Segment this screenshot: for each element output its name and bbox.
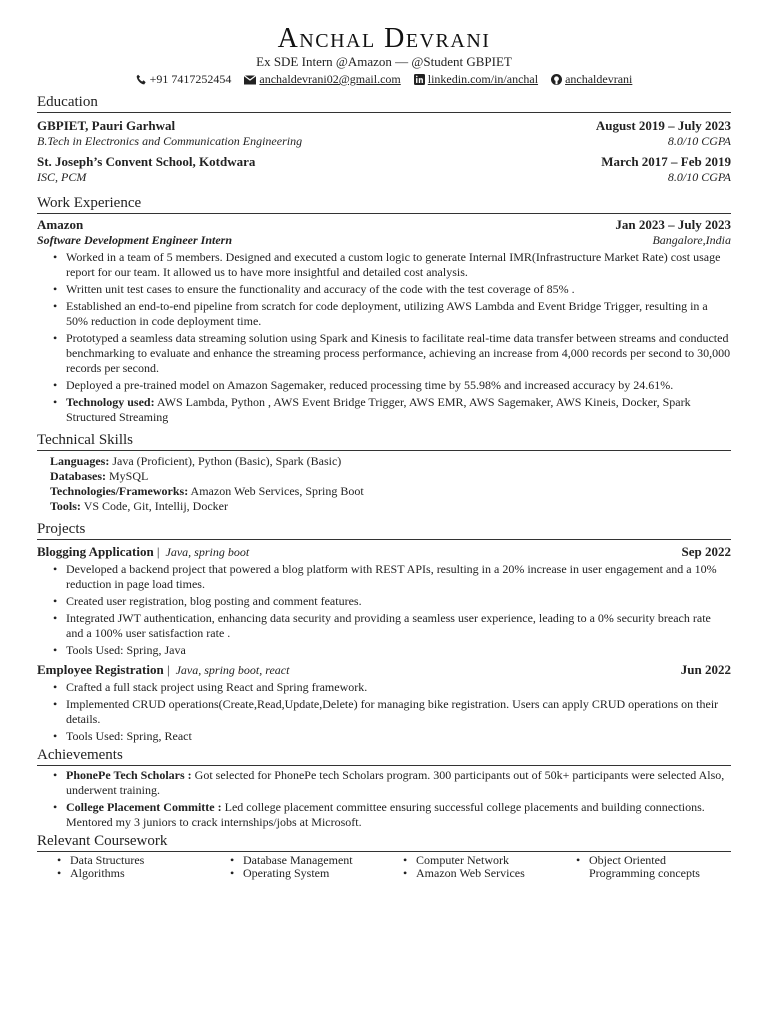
list-item: • Deployed a pre-trained model on Amazon Sagemaker, reduced processing time by 55.98% and increased accuracy by 24.61%. (66, 378, 731, 393)
linkedin-link[interactable]: linkedin.com/in/anchal (427, 72, 539, 86)
project-bullets (37, 680, 731, 744)
project-date: Jun 2022 (680, 662, 731, 677)
phone-text: +91 7417252454 (149, 72, 232, 86)
skill-row (50, 454, 731, 469)
list-item: • Created user registration, blog posting and comment features. (66, 594, 731, 609)
coursework-heading: Relevant Coursework (37, 832, 731, 852)
project-header (37, 662, 731, 678)
candidate-name: Anchal Devrani (277, 23, 491, 54)
school-name: St. Joseph’s Convent School, Kotdwara (37, 154, 256, 169)
email-contact[interactable] (244, 72, 403, 86)
skill-row (50, 484, 731, 499)
project-tech: Java, spring boot (165, 545, 250, 559)
skills-heading: Technical Skills (37, 431, 731, 451)
separator: | (166, 662, 170, 677)
skill-label: Technologies/Frameworks: (50, 484, 189, 498)
tech-value: AWS Lambda, Python , AWS Event Bridge Trigger, AWS EMR, AWS Sagemaker, AWS Kineis, Docker, Spark Structured Streaming (66, 395, 691, 424)
skill-value: Java (Proficient), Python (Basic), Spark (Basic) (109, 454, 342, 468)
project-date: Sep 2022 (681, 544, 731, 559)
project-tech: Java, spring boot, react (175, 663, 290, 677)
project-header (37, 544, 731, 560)
skill-value: VS Code, Git, Intellij, Docker (80, 499, 228, 513)
education-entry (37, 154, 731, 185)
education-heading: Education (37, 93, 731, 113)
list-item: • Computer Network (403, 854, 576, 867)
resume-page (37, 22, 731, 880)
achievement-text: Got selected for PhonePe tech Scholars program. 300 participants out of 50k+ participants were selected Also, underwent training. (66, 768, 725, 797)
achievement-label: College Placement Committe : (66, 800, 222, 814)
degree: B.Tech in Electronics and Communication Engineering (37, 134, 303, 148)
list-item: • Developed a backend project that powered a blog platform with REST APIs, resulting in a 20% increase in user engagement and a 10% reduction in page load times. (66, 562, 731, 592)
linkedin-icon (414, 74, 425, 85)
skill-value: MySQL (106, 469, 149, 483)
education-dates: August 2019 – July 2023 (595, 118, 731, 133)
github-icon (551, 74, 562, 85)
list-item: • Amazon Web Services (403, 867, 576, 880)
education-entry (37, 118, 731, 149)
phone-contact[interactable] (136, 72, 235, 86)
skill-value: Amazon Web Services, Spring Boot (188, 484, 364, 498)
education-dates: March 2017 – Feb 2019 (601, 154, 731, 169)
skill-label: Tools: (50, 499, 81, 513)
project-title: Blogging Application (37, 544, 154, 559)
list-item: • Established an end-to-end pipeline from scratch for code deployment, utilizing AWS Lambda and Event Bridge Trigger, resulting in a 50% reduction in code deployment time. (66, 299, 731, 329)
list-item: • Tools Used: Spring, Java (66, 643, 731, 658)
tagline: Ex SDE Intern @Amazon — @Student GBPIET (256, 54, 512, 69)
list-item: • Worked in a team of 5 members. Designed and executed a custom logic to generate Internal IMR(Infrastructure Market Rate) cost usage report for our team. It allowed us to have more insightful and detailed cost analysis. (66, 250, 731, 280)
list-item: • Data Structures (57, 854, 230, 867)
company-name: Amazon (37, 217, 84, 232)
skill-label: Databases: (50, 469, 106, 483)
list-item (66, 800, 731, 830)
contact-bar (37, 72, 731, 87)
work-heading: Work Experience (37, 194, 731, 214)
project-bullets (37, 562, 731, 658)
list-item: • Algorithms (57, 867, 230, 880)
skill-row (50, 469, 731, 484)
work-dates: Jan 2023 – July 2023 (615, 217, 731, 232)
github-link[interactable]: anchaldevrani (565, 72, 633, 86)
cgpa: 8.0/10 CGPA (667, 170, 731, 184)
work-entry (37, 217, 731, 425)
achievement-text: Led college placement committee ensuring successful college placements and building connections. Mentored my 3 juniors to crack internships/jobs at Microsoft. (66, 800, 705, 829)
list-item: • Database Management (230, 854, 403, 867)
list-item: • Implemented CRUD operations(Create,Read,Update,Delete) for managing bike registration. Users can apply CRUD operations on their details. (66, 697, 731, 727)
phone-icon (136, 74, 147, 85)
skill-row (50, 499, 731, 514)
course-column (57, 854, 230, 880)
list-item: • Written unit test cases to ensure the functionality and accuracy of the code with the test coverage of 85% . (66, 282, 731, 297)
school-name: GBPIET, Pauri Garhwal (37, 118, 176, 133)
coursework-grid (37, 854, 731, 880)
projects-heading: Projects (37, 520, 731, 540)
achievement-bullets (37, 768, 731, 830)
degree: ISC, PCM (37, 170, 87, 184)
list-item: • Prototyped a seamless data streaming solution using Spark and Kinesis to facilitate real-time data transfer between streams and conducted benchmarking to evaluate and enhance the streaming process performance, achieving an increase from 4,000 records per second to 30,000 records per second. (66, 331, 731, 376)
list-item: • Operating System (230, 867, 403, 880)
list-item (66, 768, 731, 798)
course-column (403, 854, 576, 880)
linkedin-contact[interactable] (414, 72, 541, 86)
skill-label: Languages: (50, 454, 110, 468)
course-column (230, 854, 403, 880)
job-location: Bangalore,India (652, 233, 731, 247)
list-item: • Integrated JWT authentication, enhancing data security and providing a seamless user experience, leading to a 0% security breach rate and a 100% user satisfaction rate . (66, 611, 731, 641)
list-item: • Tools Used: Spring, React (66, 729, 731, 744)
job-role: Software Development Engineer Intern (37, 233, 233, 247)
email-link[interactable]: anchaldevrani02@gmail.com (259, 72, 401, 86)
achievements-heading: Achievements (37, 746, 731, 766)
list-item (66, 395, 731, 425)
list-item: • Object Oriented Programming concepts (576, 854, 726, 880)
cgpa: 8.0/10 CGPA (667, 134, 731, 148)
list-item: • Crafted a full stack project using React and Spring framework. (66, 680, 731, 695)
separator: | (156, 544, 160, 559)
achievement-label: PhonePe Tech Scholars : (66, 768, 192, 782)
project-title: Employee Registration (37, 662, 164, 677)
tech-label: Technology used: (66, 395, 155, 409)
envelope-icon (244, 75, 256, 85)
course-column (576, 854, 726, 880)
work-bullets (37, 250, 731, 425)
skills-list (37, 454, 731, 514)
github-contact[interactable] (551, 72, 632, 86)
